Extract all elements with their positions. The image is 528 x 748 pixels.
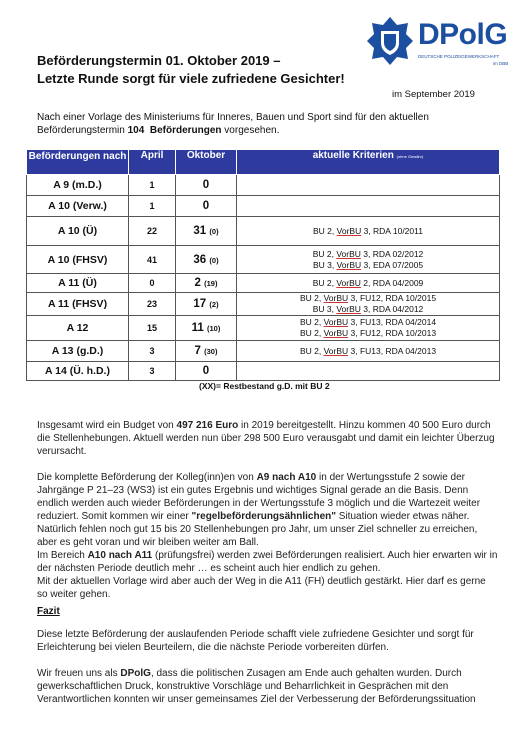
criteria-cell xyxy=(237,175,500,196)
oktober-value: 31 xyxy=(193,225,207,237)
promotion-table xyxy=(26,149,500,381)
grade-cell: A 11 (FHSV) xyxy=(27,293,129,316)
table-footnote: (XX)= Restbestand g.D. mit BU 2 xyxy=(199,381,330,391)
document-date: im September 2019 xyxy=(392,89,475,100)
april-cell: 41 xyxy=(129,246,176,274)
criteria-line: BU 2, VorBU 3, FU13, RDA 04/2014 xyxy=(299,317,437,327)
oktober-value: 2 xyxy=(194,277,201,289)
document-title xyxy=(37,52,345,88)
p1-text-a: Insgesamt wird ein Budget von xyxy=(37,420,177,431)
oktober-value: 0 xyxy=(202,365,210,377)
table-row xyxy=(27,341,500,362)
table-row xyxy=(27,316,500,341)
header-oktober: Oktober xyxy=(176,150,237,175)
p2-text-f: Im Bereich xyxy=(37,550,88,561)
oktober-cell xyxy=(176,196,237,217)
logo-subtitle-dbb: im DBB xyxy=(493,61,509,66)
criteria-line: BU 2, VorBU 3, FU12, RDA 10/2015 xyxy=(299,293,437,303)
table-row xyxy=(27,217,500,246)
oktober-cell xyxy=(176,293,237,316)
intro-text-2: vorgesehen. xyxy=(221,125,280,136)
april-cell: 3 xyxy=(129,362,176,381)
april-cell: 3 xyxy=(129,341,176,362)
oktober-cell xyxy=(176,274,237,293)
title-line-1: Beförderungstermin 01. Oktober 2019 – xyxy=(37,53,281,68)
header-grade: Beförderungen nach xyxy=(27,150,129,175)
paragraph-promotions xyxy=(37,471,499,601)
april-cell: 0 xyxy=(129,274,176,293)
rest-value: (0) xyxy=(209,227,219,236)
criteria-cell xyxy=(237,316,500,341)
oktober-cell xyxy=(176,362,237,381)
p2-text-e: Situation wieder etwas näher. Natürlich fehlen noch gut 15 bis 20 Stellenhebungen pro Jahr, um unser Ziel schneller zu erreichen, aber es geht voran und wir bleiben weiter am Ball. xyxy=(37,511,478,548)
p2-text-c: in der Wertungsstufe 2 sowie der Jahrgänge P 21–23 (WS3) ist ein gutes Ergebnis und wichtiges Signal gerade an die Basis. Denn endlich werden auch wieder Beförderungen in der Wertungsstufe 3 möglich und die Wartezeit weiter reduziert. Somit kommen wir einer xyxy=(37,472,481,522)
grade-cell: A 10 (FHSV) xyxy=(27,246,129,274)
intro-text-1: Nach einer Vorlage des Ministeriums für Inneres, Bauen und Sport sind für den aktuellen Beförderungstermin xyxy=(37,112,429,136)
rest-value: (10) xyxy=(207,324,221,333)
april-cell: 23 xyxy=(129,293,176,316)
rest-value: (19) xyxy=(204,279,218,288)
p2-a9-a10: A9 nach A10 xyxy=(256,472,317,483)
p2-text-i: Mit der aktuellen Vorlage wird aber auch der Weg in die A11 (FH) deutlich gestärkt. Hier darf es gerne so weiter gehen. xyxy=(37,576,486,600)
logo-subtitle: DEUTSCHE POLIZEIGEWERKSCHAFT xyxy=(418,54,500,59)
p2-text-h: (prüfungsfrei) werden zwei Beförderungen realisiert. Auch hier erwarten wir in der nächsten Periode deutlich mehr … es scheint auch hier endlich zu gehen. xyxy=(37,550,498,574)
criteria-cell xyxy=(237,341,500,362)
p1-budget: 497 216 Euro xyxy=(176,420,239,431)
header-criteria-note: (ohne Gewähr) xyxy=(396,154,424,159)
criteria-line: BU 2, VorBU 2, RDA 04/2009 xyxy=(312,277,424,288)
table-row xyxy=(27,274,500,293)
april-cell: 22 xyxy=(129,217,176,246)
star-shield-icon xyxy=(366,16,414,66)
criteria-cell xyxy=(237,293,500,316)
intro-label: Beförderungen xyxy=(149,125,222,136)
criteria-line: BU 2, VorBU 3, FU13, RDA 04/2013 xyxy=(299,345,437,356)
table-row xyxy=(27,246,500,274)
criteria-line: BU 3, VorBU 3, RDA 04/2012 xyxy=(312,304,424,314)
fazit-heading: Fazit xyxy=(37,606,60,617)
grade-cell: A 10 (Verw.) xyxy=(27,196,129,217)
criteria-cell xyxy=(237,246,500,274)
intro-count: 104 xyxy=(127,125,145,136)
rest-value: (2) xyxy=(209,300,219,309)
table-header-row xyxy=(27,150,500,175)
p4-dpolg: DPolG xyxy=(120,668,151,679)
oktober-value: 17 xyxy=(193,298,207,310)
oktober-cell xyxy=(176,341,237,362)
dpolg-logo xyxy=(366,16,516,70)
paragraph-closing xyxy=(37,667,499,706)
oktober-value: 0 xyxy=(202,179,210,191)
grade-cell: A 10 (Ü) xyxy=(27,217,129,246)
grade-cell: A 13 (g.D.) xyxy=(27,341,129,362)
april-cell: 1 xyxy=(129,196,176,217)
title-line-2: Letzte Runde sorgt für viele zufriedene Gesichter! xyxy=(37,71,345,86)
april-cell: 1 xyxy=(129,175,176,196)
oktober-cell xyxy=(176,217,237,246)
criteria-cell xyxy=(237,217,500,246)
p2-regel: "regelbeförderungsähnlichen" xyxy=(191,511,337,522)
criteria-line: BU 2, VorBU 3, RDA 02/2012 xyxy=(312,248,424,259)
oktober-cell xyxy=(176,246,237,274)
paragraph-fazit: Diese letzte Beförderung der auslaufenden Periode schafft viele zufriedene Gesichter und sorgt für Erleichterung bei vielen Beurteilern, die die nächste Periode vorbereiten dürfen. xyxy=(37,629,474,653)
criteria-line: BU 2, VorBU 3, FU12, RDA 10/2013 xyxy=(299,328,437,338)
criteria-line: BU 2, VorBU 3, RDA 10/2011 xyxy=(313,225,423,236)
header-criteria xyxy=(237,150,500,175)
grade-cell: A 9 (m.D.) xyxy=(27,175,129,196)
grade-cell: A 12 xyxy=(27,316,129,341)
table-row xyxy=(27,362,500,381)
april-cell: 15 xyxy=(129,316,176,341)
table-row xyxy=(27,175,500,196)
header-april: April xyxy=(129,150,176,175)
criteria-cell xyxy=(237,362,500,381)
p4-text-c: , dass die politischen Zusagen am Ende auch gehalten wurden. Durch gewerkschaftlichen Druck, konstruktive Vorschläge und Beharrlichkeit in Gesprächen mit den Verantwortlichen konnten wir unser gemeinsames Ziel der Verbesserung der Beförderungssituation xyxy=(37,668,476,705)
oktober-value: 36 xyxy=(193,253,207,266)
p2-text-a: Die komplette Beförderung der Kolleg(inn)en von xyxy=(37,472,257,483)
rest-value: (30) xyxy=(204,347,218,356)
oktober-cell xyxy=(176,316,237,341)
paragraph-budget xyxy=(37,419,499,458)
criteria-cell xyxy=(237,196,500,217)
intro-paragraph xyxy=(37,111,497,137)
table-row xyxy=(27,293,500,316)
logo-name: DPolG xyxy=(418,18,508,51)
criteria-cell xyxy=(237,274,500,293)
table-row xyxy=(27,196,500,217)
oktober-value: 7 xyxy=(194,345,201,357)
p1-text-c: in 2019 bereitgestellt. Hinzu kommen 40 500 Euro durch die Stellenhebungen. Aktuell werden nun über 298 500 Euro verausgabt und damit ein leichter Überzug verursacht. xyxy=(37,420,495,457)
oktober-value: 11 xyxy=(191,322,204,334)
oktober-cell xyxy=(176,175,237,196)
p2-a10-a11: A10 nach A11 xyxy=(87,550,153,561)
oktober-value: 0 xyxy=(202,200,210,212)
criteria-line: BU 3, VorBU 3, EDA 07/2005 xyxy=(312,259,424,270)
grade-cell: A 14 (Ü. h.D.) xyxy=(27,362,129,381)
p4-text-a: Wir freuen uns als xyxy=(37,668,121,679)
header-criteria-label: aktuelle Kriterien xyxy=(312,150,394,161)
rest-value: (0) xyxy=(209,255,219,265)
grade-cell: A 11 (Ü) xyxy=(27,274,129,293)
